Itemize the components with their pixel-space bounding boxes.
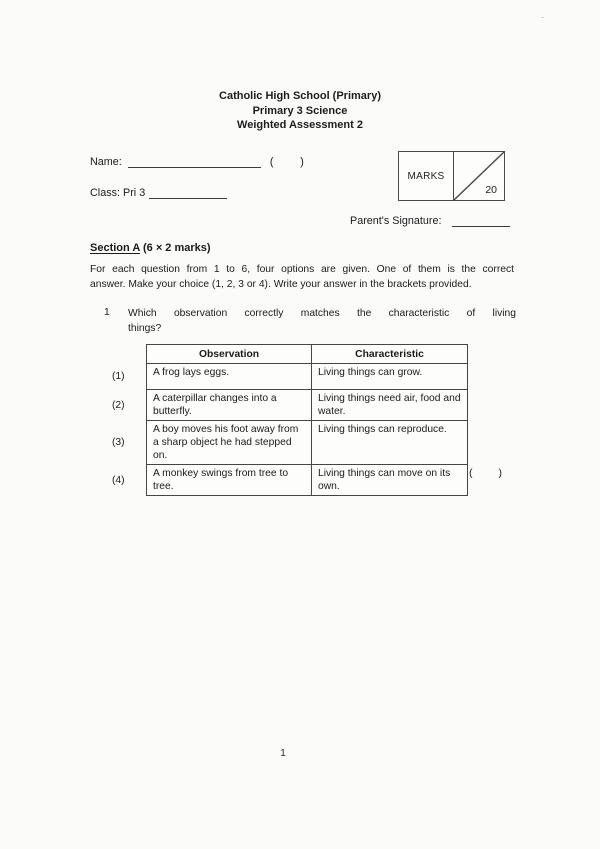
option-number: (2): [112, 399, 125, 411]
characteristic-cell: Living things need air, food and water.: [312, 390, 468, 421]
marks-box: [398, 151, 505, 201]
bracket-close: ): [498, 467, 502, 479]
observation-cell: A caterpillar changes into a butterfly.: [147, 390, 312, 421]
question1-text: [128, 307, 516, 336]
class-row: [90, 187, 227, 199]
page-number: 1: [280, 748, 286, 759]
table-row: [112, 364, 468, 390]
table-row: [112, 465, 468, 496]
question1-table-wrap: [112, 344, 468, 496]
section-a-marks-note: (6 × 2 marks): [142, 242, 211, 254]
instruction-line-1: For each question from 1 to 6, four options are given. One of them is the correct: [90, 264, 514, 275]
index-brackets: [270, 156, 304, 168]
option-number: (4): [112, 474, 125, 486]
subject-title: Primary 3 Science: [252, 104, 348, 117]
name-row: [90, 156, 304, 168]
assessment-title: Weighted Assessment 2: [237, 119, 363, 131]
table-row: [112, 390, 468, 421]
class-underline: [149, 187, 227, 199]
school-name: Catholic High School (Primary): [219, 90, 381, 102]
characteristic-cell: Living things can grow.: [312, 364, 468, 390]
option-cell-empty: [112, 345, 147, 364]
section-a-heading: [90, 242, 211, 254]
question1-table: [112, 344, 468, 496]
name-label: Name:: [90, 156, 122, 168]
marks-total: 20: [485, 184, 497, 196]
bracket-open: (: [469, 467, 473, 479]
observation-cell: A monkey swings from tree to tree.: [147, 465, 312, 496]
observation-cell: A boy moves his foot away from a sharp object he had stepped on.: [147, 421, 312, 465]
option-number: (3): [112, 437, 125, 448]
marks-label: MARKS: [399, 152, 454, 200]
question1-text-line2: things?: [128, 322, 162, 334]
column-header-characteristic: Characteristic: [312, 345, 468, 364]
bracket-close: ): [300, 156, 304, 168]
paper-header: [0, 89, 600, 133]
observation-cell: A frog lays eggs.: [147, 364, 312, 390]
characteristic-cell: Living things can reproduce.: [312, 421, 468, 465]
question1-text-line1: Which observation correctly matches the characteristic of living: [128, 308, 516, 319]
parent-signature-label: Parent's Signature:: [350, 215, 442, 227]
column-header-observation: Observation: [147, 345, 312, 364]
characteristic-cell: Living things can move on its own.: [312, 465, 468, 496]
section-a-instructions: [90, 263, 514, 292]
option-number: (1): [112, 371, 125, 382]
scan-artifact-mark: -: [541, 12, 545, 22]
parent-signature-underline: [452, 215, 510, 227]
table-header-row: [112, 345, 468, 364]
marks-score-cell: [454, 152, 504, 200]
class-label: Class: Pri 3: [90, 187, 146, 199]
question1-answer-brackets: [469, 467, 502, 479]
instruction-line-2: answer. Make your choice (1, 2, 3 or 4). Write your answer in the brackets provided.: [90, 278, 472, 290]
parent-signature-row: [350, 215, 510, 227]
section-a-title: Section A: [90, 242, 140, 254]
bracket-open: (: [269, 156, 274, 168]
name-underline: [128, 156, 261, 168]
question1-number: 1: [104, 307, 110, 318]
table-row: [112, 421, 468, 465]
